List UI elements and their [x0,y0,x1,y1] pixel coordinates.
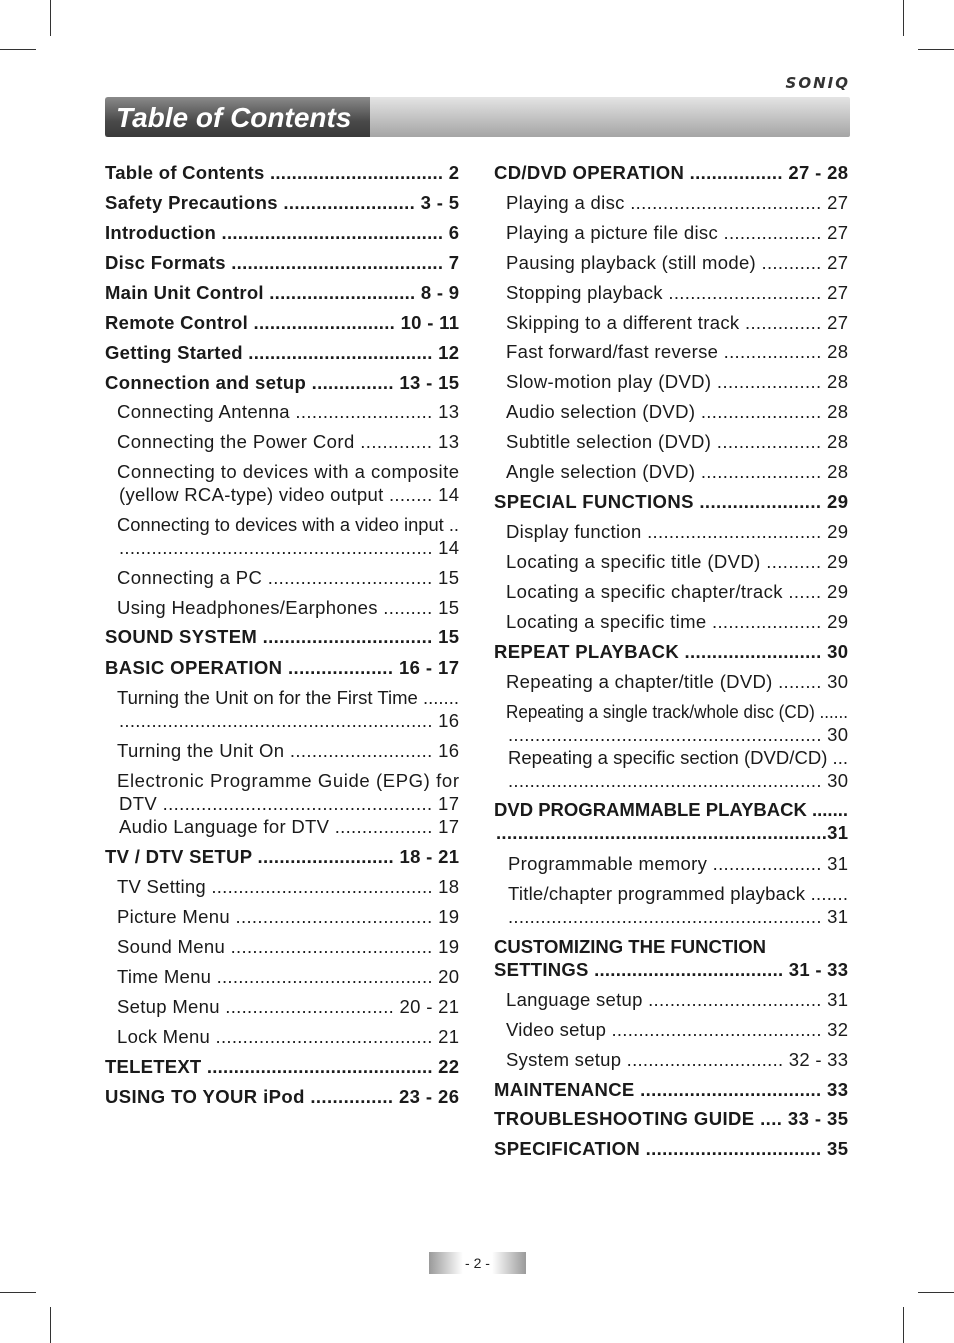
toc-entry: Audio selection (DVD) ...................... 28 [506,401,849,422]
toc-entry: SPECIFICATION ................................ 35 [494,1138,849,1159]
toc-entry: Connecting to devices with a composite [117,461,460,482]
toc-entry: (yellow RCA-type) video output ........ 14 [119,484,460,505]
toc-entry: Skipping to a different track .............. 27 [506,312,849,333]
toc-entry: Table of Contents ................................ 2 [105,162,460,183]
toc-entry: Time Menu ........................................ 20 [117,966,460,987]
crop-mark [0,1292,36,1293]
toc-entry: Disc Formats ....................................... 7 [105,252,460,273]
toc-entry: Slow-motion play (DVD) ................... 28 [506,371,849,392]
toc-entry: Video setup ....................................... 32 [506,1019,849,1040]
toc-entry: SOUND SYSTEM ............................... 15 [105,626,460,647]
toc-entry: Connecting to devices with a video input .. [117,514,459,535]
page-number: - 2 - [465,1255,490,1271]
toc-entry: DVD PROGRAMMABLE PLAYBACK ....... [494,799,849,820]
toc-entry: TELETEXT .......................................... 22 [105,1056,460,1077]
toc-entry: Locating a specific time .................... 29 [506,611,849,632]
crop-mark [0,49,36,50]
crop-mark [918,49,954,50]
toc-entry: MAINTENANCE ................................. 33 [494,1079,849,1100]
toc-entry: Turning the Unit On .......................... 16 [117,740,460,761]
toc-entry: REPEAT PLAYBACK ......................... 30 [494,641,849,662]
toc-entry: Audio Language for DTV .................. 17 [119,816,460,837]
toc-entry: CUSTOMIZING THE FUNCTION [494,936,767,957]
crop-mark [903,0,904,36]
toc-entry: Playing a picture file disc .................. 27 [506,222,849,243]
toc-entry: Safety Precautions ........................ 3 - 5 [105,192,460,213]
toc-entry: Setup Menu ............................... 20 - 21 [117,996,460,1017]
toc-entry: Programmable memory .................... 31 [508,853,849,874]
toc-entry: Fast forward/fast reverse .................. 28 [506,341,849,362]
toc-entry: Connecting a PC .............................. 15 [117,567,460,588]
toc-entry: Title/chapter programmed playback ....... [508,883,849,904]
crop-mark [50,0,51,36]
toc-entry: .......................................................... 30 [508,770,849,791]
crop-mark [918,1292,954,1293]
toc-entry: .............................................................31 [496,822,849,843]
toc-entry: Connecting Antenna ......................... 13 [117,401,460,422]
toc-entry: .......................................................... 16 [119,710,460,731]
toc-entry: SPECIAL FUNCTIONS ...................... 29 [494,491,849,512]
toc-entry: Playing a disc ................................... 27 [506,192,849,213]
toc-entry: .......................................................... 30 [508,724,849,745]
toc-entry: TV / DTV SETUP ......................... 18 - 21 [105,846,460,867]
toc-entry: SETTINGS ................................... 31 - 33 [494,959,849,980]
toc-entry: BASIC OPERATION ................... 16 - 17 [105,657,460,678]
toc-entry: Sound Menu ..................................... 19 [117,936,460,957]
toc-entry: CD/DVD OPERATION ................. 27 - 28 [494,162,849,183]
toc-entry: Electronic Programme Guide (EPG) for [117,770,460,791]
toc-entry: Connecting the Power Cord ............. 13 [117,431,460,452]
toc-entry: Subtitle selection (DVD) ................... 28 [506,431,849,452]
toc-entry: .......................................................... 31 [508,906,849,927]
toc-entry: Pausing playback (still mode) ........... 27 [506,252,849,273]
brand-logo: SONIQ [785,74,850,92]
crop-mark [903,1307,904,1343]
toc-entry: DTV ................................................. 17 [119,793,460,814]
toc-entry: Connection and setup ............... 13 - 15 [105,372,460,393]
toc-entry: Language setup ................................ 31 [506,989,849,1010]
toc-entry: USING TO YOUR iPod ............... 23 - 26 [105,1086,460,1107]
toc-entry: Introduction ......................................... 6 [105,222,460,243]
toc-entry: TROUBLESHOOTING GUIDE .... 33 - 35 [494,1108,849,1129]
toc-entry: Getting Started .................................. 12 [105,342,460,363]
toc-entry: Repeating a single track/whole disc (CD) ...... [506,701,848,722]
toc-entry: Locating a specific title (DVD) .......... 29 [506,551,849,572]
toc-entry: Angle selection (DVD) ...................... 28 [506,461,849,482]
toc-entry: Repeating a chapter/title (DVD) ........ 30 [506,671,849,692]
toc-entry: Using Headphones/Earphones ......... 15 [117,597,460,618]
toc-entry: System setup ............................. 32 - 33 [506,1049,849,1070]
toc-entry: Picture Menu .................................... 19 [117,906,460,927]
toc-entry: TV Setting ......................................... 18 [117,876,460,897]
page-title: Table of Contents [116,102,352,133]
toc-entry: Remote Control .......................... 10 - 11 [105,312,460,333]
toc-entry: Main Unit Control ........................... 8 - 9 [105,282,460,303]
toc-entry: Lock Menu ........................................ 21 [117,1026,460,1047]
toc-entry: Stopping playback ............................ 27 [506,282,849,303]
toc-entry: Display function ................................ 29 [506,521,849,542]
toc-entry: .......................................................... 14 [119,537,460,558]
toc-entry: Locating a specific chapter/track ...... 29 [506,581,849,602]
crop-mark [50,1307,51,1343]
toc-entry: Turning the Unit on for the First Time ....... [117,687,459,708]
toc-entry: Repeating a specific section (DVD/CD) ... [508,747,849,768]
